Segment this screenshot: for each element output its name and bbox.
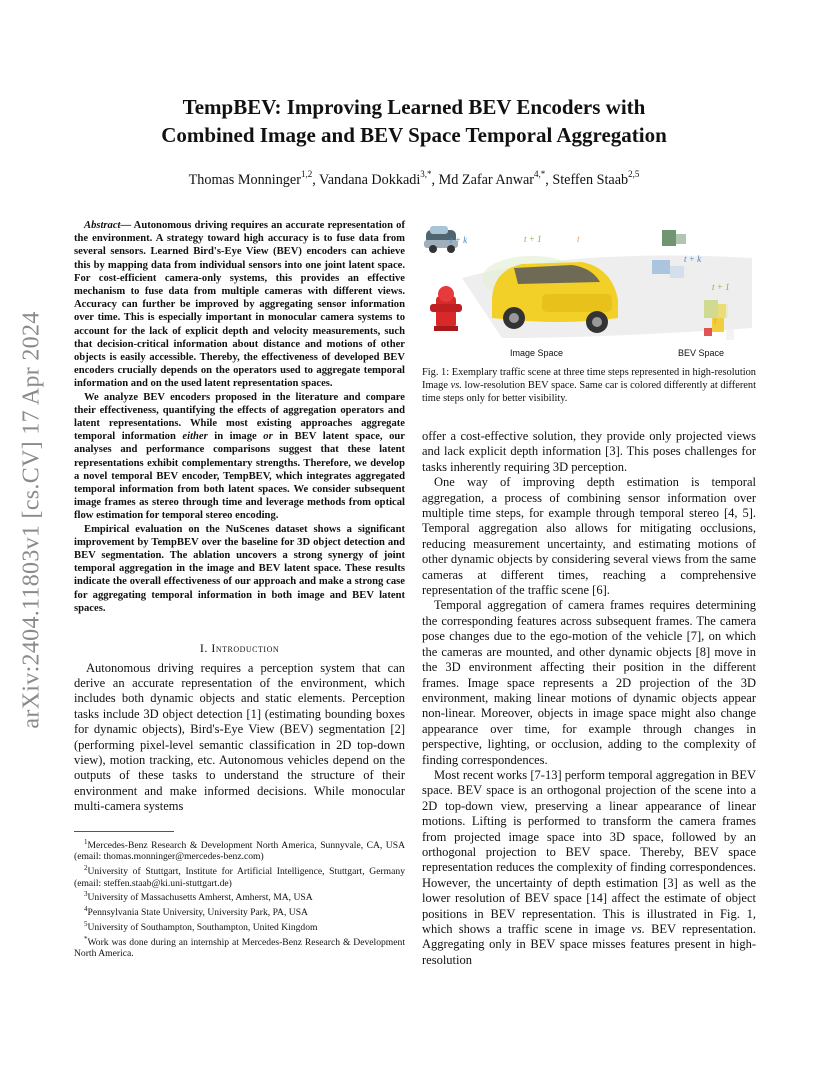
left-column (74, 219, 405, 960)
footnote-1: $^1$Mercedes-Benz Research & Development North America, Sunnyvale, CA, USA (email: thomas.monninger@mercedes-benz.com) (74, 837, 405, 863)
label-t-image: t (577, 234, 580, 244)
author-4 (552, 169, 640, 188)
author-affiliation-mark: 2,5 (628, 169, 640, 179)
figure-1-caption: Fig. 1: Exemplary traffic scene at three time steps represented in high-resolution Image vs. low-resolution BEV space. Same car is colored differently at different time steps only for better visibility. (422, 367, 756, 404)
author-name: Steffen Staab (552, 172, 629, 188)
introduction-body (74, 661, 405, 815)
figure-illustration (422, 218, 756, 358)
label-t-plus-k-image: t + k (450, 235, 468, 245)
author-name: Thomas Monninger (188, 172, 301, 188)
fire-hydrant-icon (430, 286, 462, 331)
right-paragraph-4: Most recent works [7-13] perform temporal aggregation in BEV space. BEV space is an orthogonal projection of the scene into a 2D top-down view, preserving a linear appearance of linear motions. Lifting is performed to transform the camera frames from projected image space into 3D space, followed by an orthogonal projection to BEV space. Thereby, BEV space representation reduces the complexity of finding correspondences. However, the uncertainty of depth estimation [3] as well as the lower resolution of BEV space [14] affect the estimate of object positions in BEV representation. This is illustrated in Fig. 1, which shows a traffic scene in image vs. BEV representation. Aggregating only in BEV space misses features present in high-resolution (422, 767, 757, 967)
author-affiliation-mark: 3,* (420, 169, 432, 179)
author-list (0, 169, 828, 189)
author-name: Md Zafar Anwar (438, 172, 534, 188)
title-line-2: Combined Image and BEV Space Temporal Aggregation (161, 123, 667, 147)
author-1: Thomas Monninger$^{1,2}$, (188, 169, 320, 188)
footnote-5: $^5$University of Southampton, Southampton, United Kingdom (84, 919, 318, 934)
right-column (422, 429, 756, 968)
label-bev-space: BEV Space (678, 348, 725, 358)
abstract (74, 219, 405, 615)
label-t-bev: t (714, 316, 717, 326)
intro-paragraph-1: Autonomous driving requires a perception system that can derive an accurate representation of the environment, which includes both dynamic objects and static elements. Perception tasks include 3D object detection [1] (estimating bounding boxes for dynamic objects), Bird's-Eye View (BEV) segmentation [2] (performing pixel-level semantic classification in 2D top-down view), motion tracking, etc. Autonomous vehicles depend on the outputs of these tasks to understand the structure of their environment and make informed decisions. While monocular multi-camera systems (74, 660, 405, 814)
abstract-paragraph-3: Empirical evaluation on the NuScenes dataset shows a significant improvement by TempBEV over the baseline for 3D object detection and BEV segmentation. The ablation uncovers a strong synergy of joint temporal aggregation in the image and BEV latent space. These results indicate the overall effectiveness of our approach and make a strong case for aggregating temporal information in both image and BEV latent spaces. (74, 523, 405, 614)
label-t-plus-1-image: t + 1 (524, 234, 542, 244)
section-heading-introduction: I. Introduction (199, 641, 280, 656)
author-name: Vandana Dokkadi (319, 172, 421, 188)
arxiv-identifier (2, 280, 62, 760)
right-paragraph-2: One way of improving depth estimation is temporal aggregation, a process of combining sensor information over multiple time steps, for example through temporal stereo [4, 5]. Temporal aggregation also allows for mitigating occlusions, reducing measurement uncertainty, and estimating motions of other dynamic objects by considering several views from the same cameras at different times, reaching a comprehensive representation of the traffic scene [6]. (422, 475, 756, 598)
author-3: Md Zafar Anwar$^{4,*}$, (438, 169, 553, 188)
paper-title (0, 93, 828, 149)
abstract-label: Abstract (84, 220, 121, 231)
footnotes (74, 837, 405, 960)
footnote-4: $^4$Pennsylvania State University, University Park, PA, USA (84, 905, 308, 919)
label-t-plus-1-bev: t + 1 (712, 282, 730, 292)
figure-1 (422, 218, 756, 358)
label-t-plus-k-bev: t + k (684, 254, 702, 264)
abstract-paragraph-1: Abstract— Autonomous driving requires an accurate representation of the environment. A strategy toward high accuracy is to fuse data from several sensors. Learned Bird's-Eye View (BEV) encoders can achieve this by mapping data from individual sensors into one joint latent space. For cost-efficient camera-only systems, this provides an effective mechanism to fuse data from multiple cameras with different views. Accuracy can further be improved by aggregating sensor information over time. This is especially important in monocular camera systems to account for the lack of explicit depth and velocity measurements, such that decision-critical information about distance and motions of other objects is easily accessible. Thereby, the effectiveness of developed BEV encoders crucially depends on the operators used to aggregate temporal information and on the used latent representation spaces. (74, 220, 405, 390)
footnote-6: *Work was done during an internship at Mercedes-Benz Research & Development North America. (74, 934, 405, 960)
right-paragraph-3: Temporal aggregation of camera frames requires determining the corresponding features across subsequent frames. The camera pose changes due to the ego-motion of the vehicle [7], on which the cameras are mounted, and other dynamic objects [8] move in the 3D environment affecting their position in the different frames. Image space represents a 2D projection of the 3D environment, making linear motions of dynamic objects appear non-linear. Moreover, objects in image space might also change appearance over time, for example through changes in perspective, lighting, or occlusion, adding to the complexity of finding correspondences. (422, 598, 756, 767)
label-image-space: Image Space (510, 348, 564, 358)
abstract-paragraph-2: We analyze BEV encoders proposed in the literature and compare their effectiveness, quantifying the effects of aggregation operators and latent representations. While most existing approaches aggregate temporal information either in image or in BEV latent space, our analyses and performance comparisons suggest that these latent representations exhibit complementary strengths. Therefore, we develop a novel temporal BEV encoder, TempBEV, which integrates aggregated temporal information from both latent spaces. We consider subsequent image frames as stereo through time and leverage methods from optical flow estimation for temporal stereo encoding. (74, 391, 405, 522)
footnote-2: $^2$University of Stuttgart, Institute for Artificial Intelligence, Stuttgart, Germany (email: steffen.staab@ki.uni-stuttgart.de) (74, 863, 405, 889)
footnote-3: $^3$University of Massachusetts Amherst, Amherst, MA, USA (84, 890, 313, 904)
footnote-divider (74, 831, 174, 832)
arxiv-id-text: arXiv:2404.11803v1 [cs.CV] 17 Apr 2024 (18, 311, 45, 729)
author-affiliation-mark: 4,* (533, 169, 546, 179)
author-affiliation-mark: 1,2 (300, 169, 313, 179)
right-paragraph-1: offer a cost-effective solution, they provide only projected views and lack explicit depth information [3]. This poses challenges for tasks inherently requiring 3D perception. (422, 429, 756, 474)
author-2: Vandana Dokkadi$^{3,*}$, (319, 169, 439, 188)
title-line-1: TempBEV: Improving Learned BEV Encoders with (182, 95, 646, 119)
